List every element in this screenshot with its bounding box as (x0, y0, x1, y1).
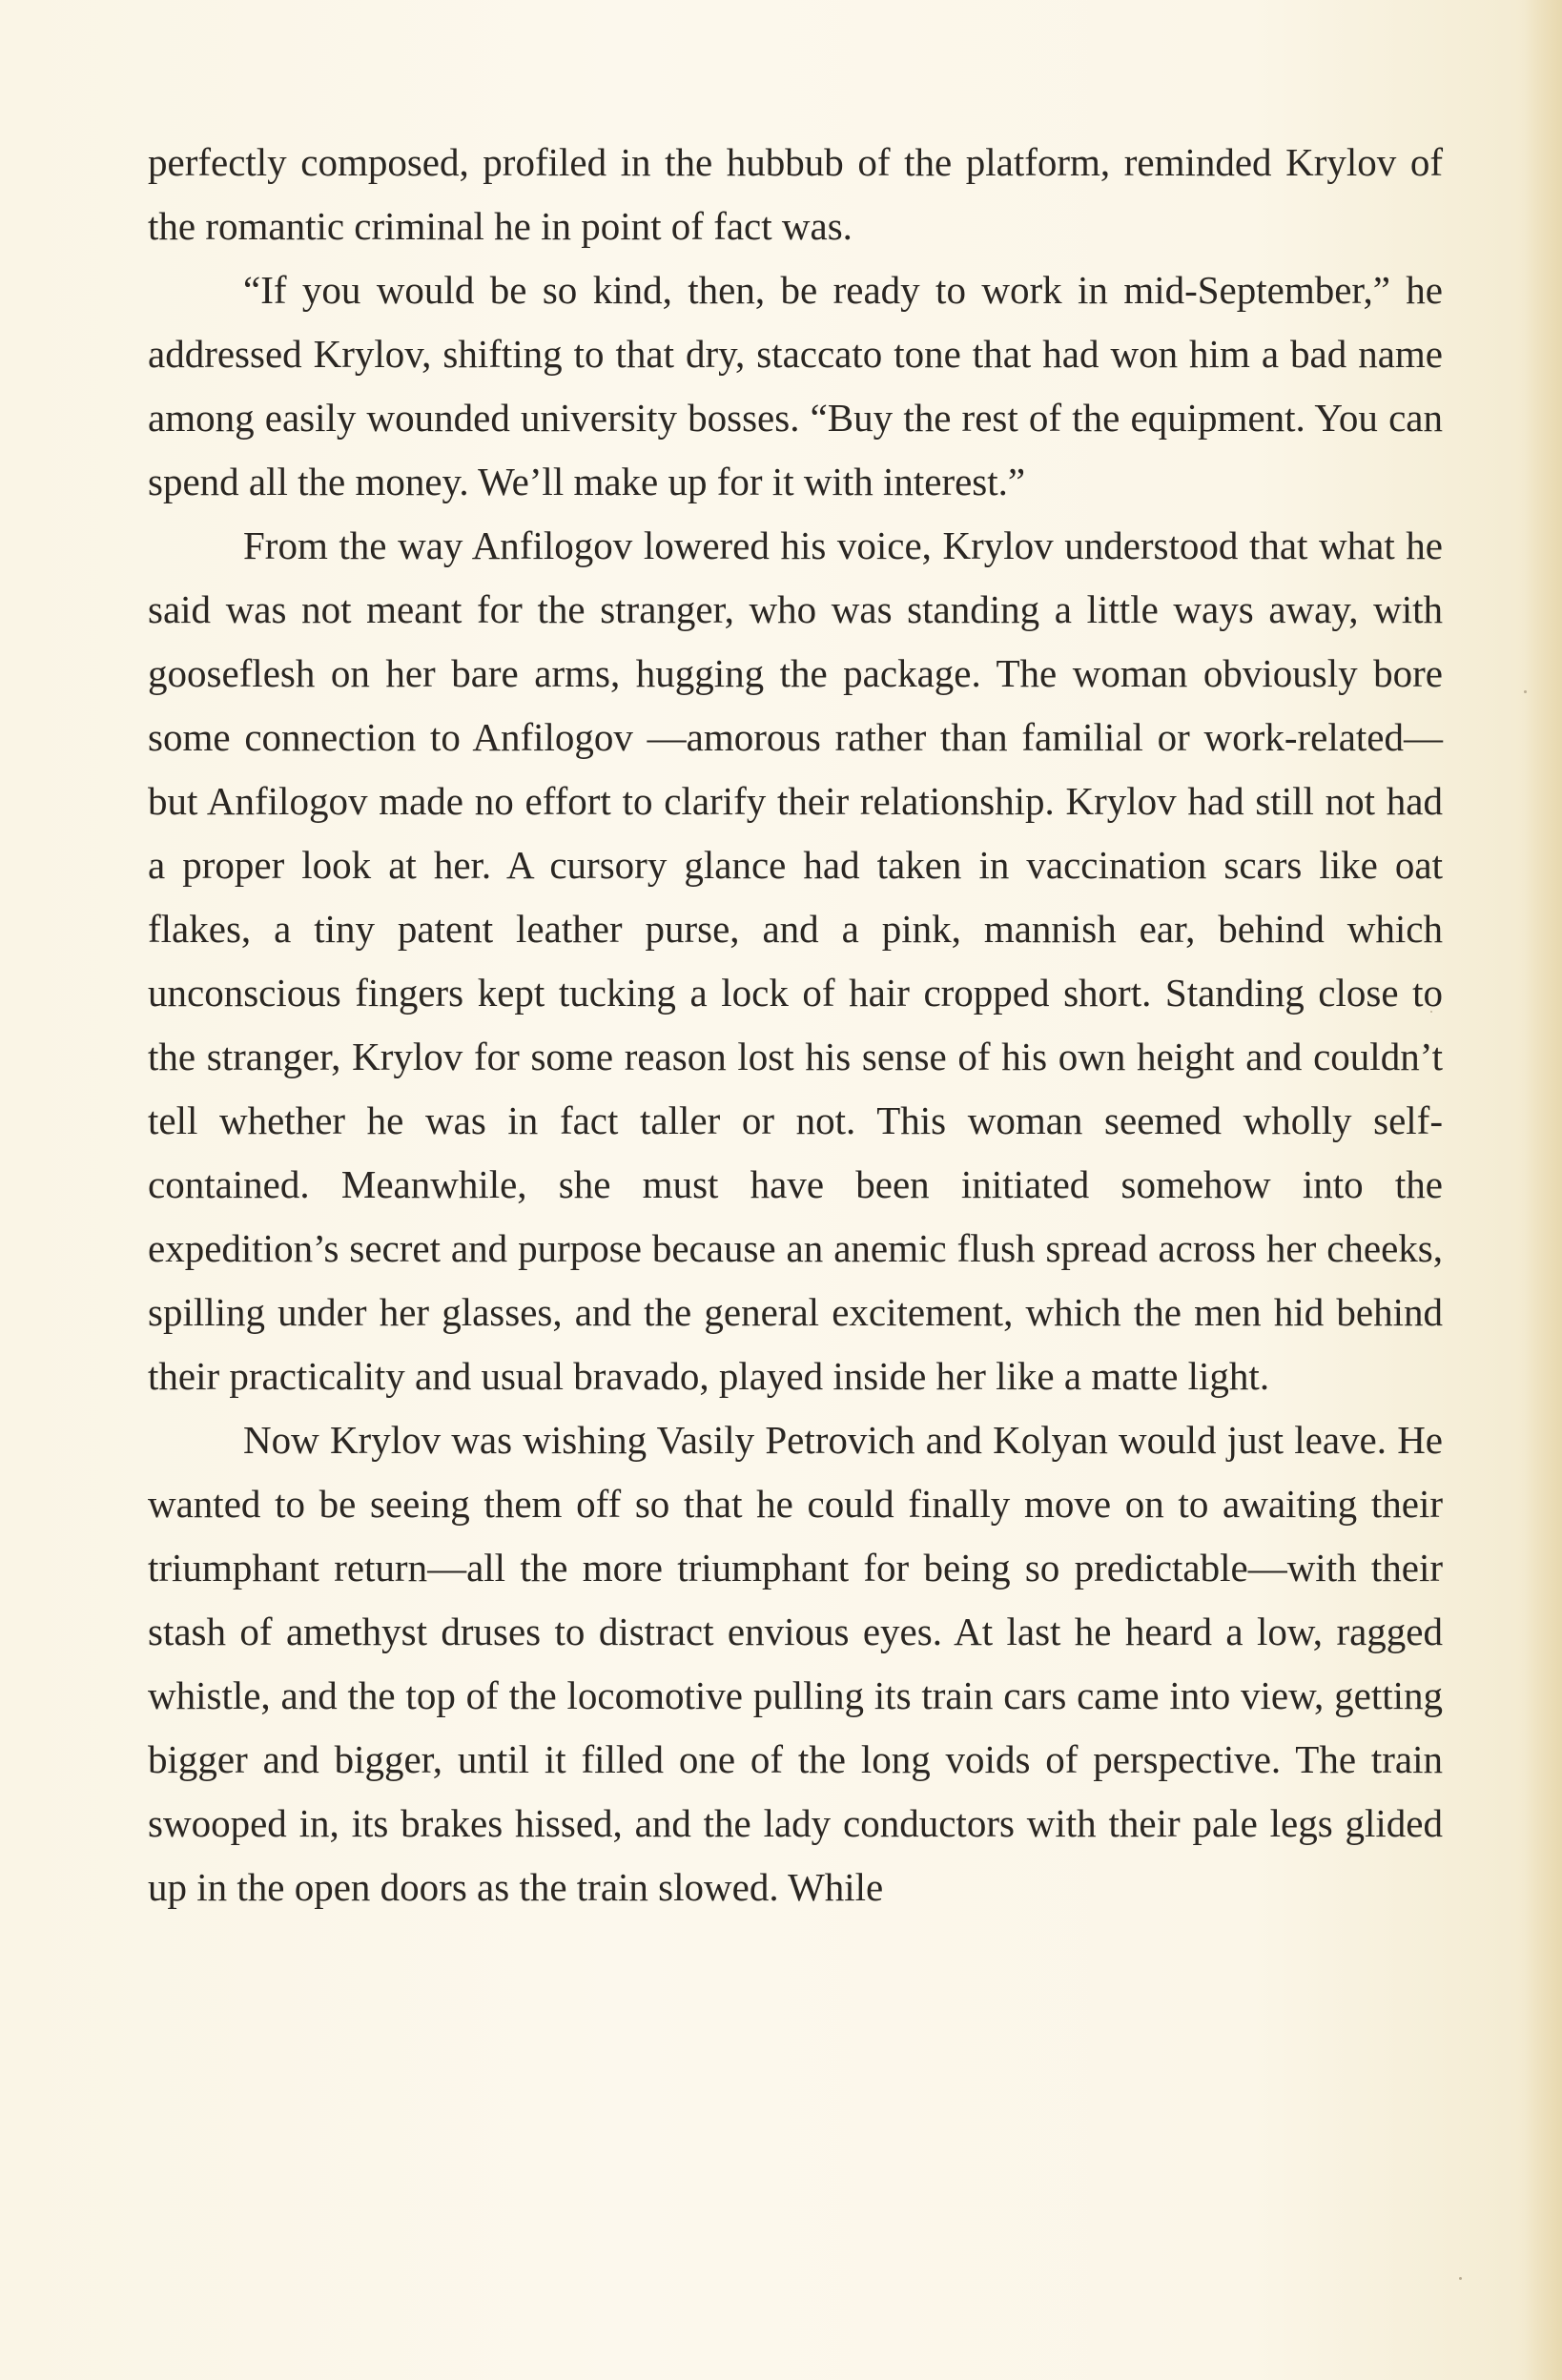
page-edge-shadow (1524, 0, 1562, 2380)
paragraph: Now Krylov was wishing Vasily Petrovich and Kolyan would just leave. He wanted to be seeing them off so that he could finally move on to awaiting their triumphant return—all the more triumphant for being so predictable—with their stash of amethyst druses to distract envious eyes. At last he heard a low, ragged whistle, and the top of the locomotive pulling its train cars came into view, getting bigger and bigger, until it filled one of the long voids of perspective. The train swooped in, its brakes hissed, and the lady conductors with their pale legs glided up in the open doors as the train slowed. While (148, 1418, 1443, 1909)
paragraph: From the way Anfilogov lowered his voice, Krylov understood that what he said was not meant for the stranger, who was standing a little ways away, with gooseflesh on her bare arms, hugging the package. The woman obviously bore some connection to Anfilogov —amorous rather than familial or work-related—but Anfilogov made no effort to clarify their relationship. Krylov had still not had a proper look at her. A cursory glance had taken in vaccination scars like oat flakes, a tiny patent leather purse, and a pink, mannish ear, behind which unconscious fingers kept tucking a lock of hair cropped short. Standing close to the stranger, Krylov for some reason lost his sense of his own height and couldn’t tell whether he was in fact taller or not. This woman seemed wholly self-contained. Meanwhile, she must have been initiated somehow into the expedition’s secret and purpose because an anemic flush spread across her cheeks, spilling under her glasses, and the general excitement, which the men hid behind their practicality and usual bravado, played inside her like a matte light. (148, 523, 1443, 1398)
body-text (148, 131, 1443, 1919)
paper-speck (1524, 690, 1527, 693)
paragraph: perfectly composed, profiled in the hubbub of the platform, reminded Krylov of the romantic criminal he in point of fact was. (148, 140, 1443, 248)
paper-speck (1459, 2277, 1462, 2280)
paragraph: “If you would be so kind, then, be ready to work in mid-September,” he addressed Krylov, shifting to that dry, staccato tone that had won him a bad name among easily wounded university bosses. “Buy the rest of the equipment. You can spend all the money. We’ll make up for it with interest.” (148, 268, 1443, 503)
